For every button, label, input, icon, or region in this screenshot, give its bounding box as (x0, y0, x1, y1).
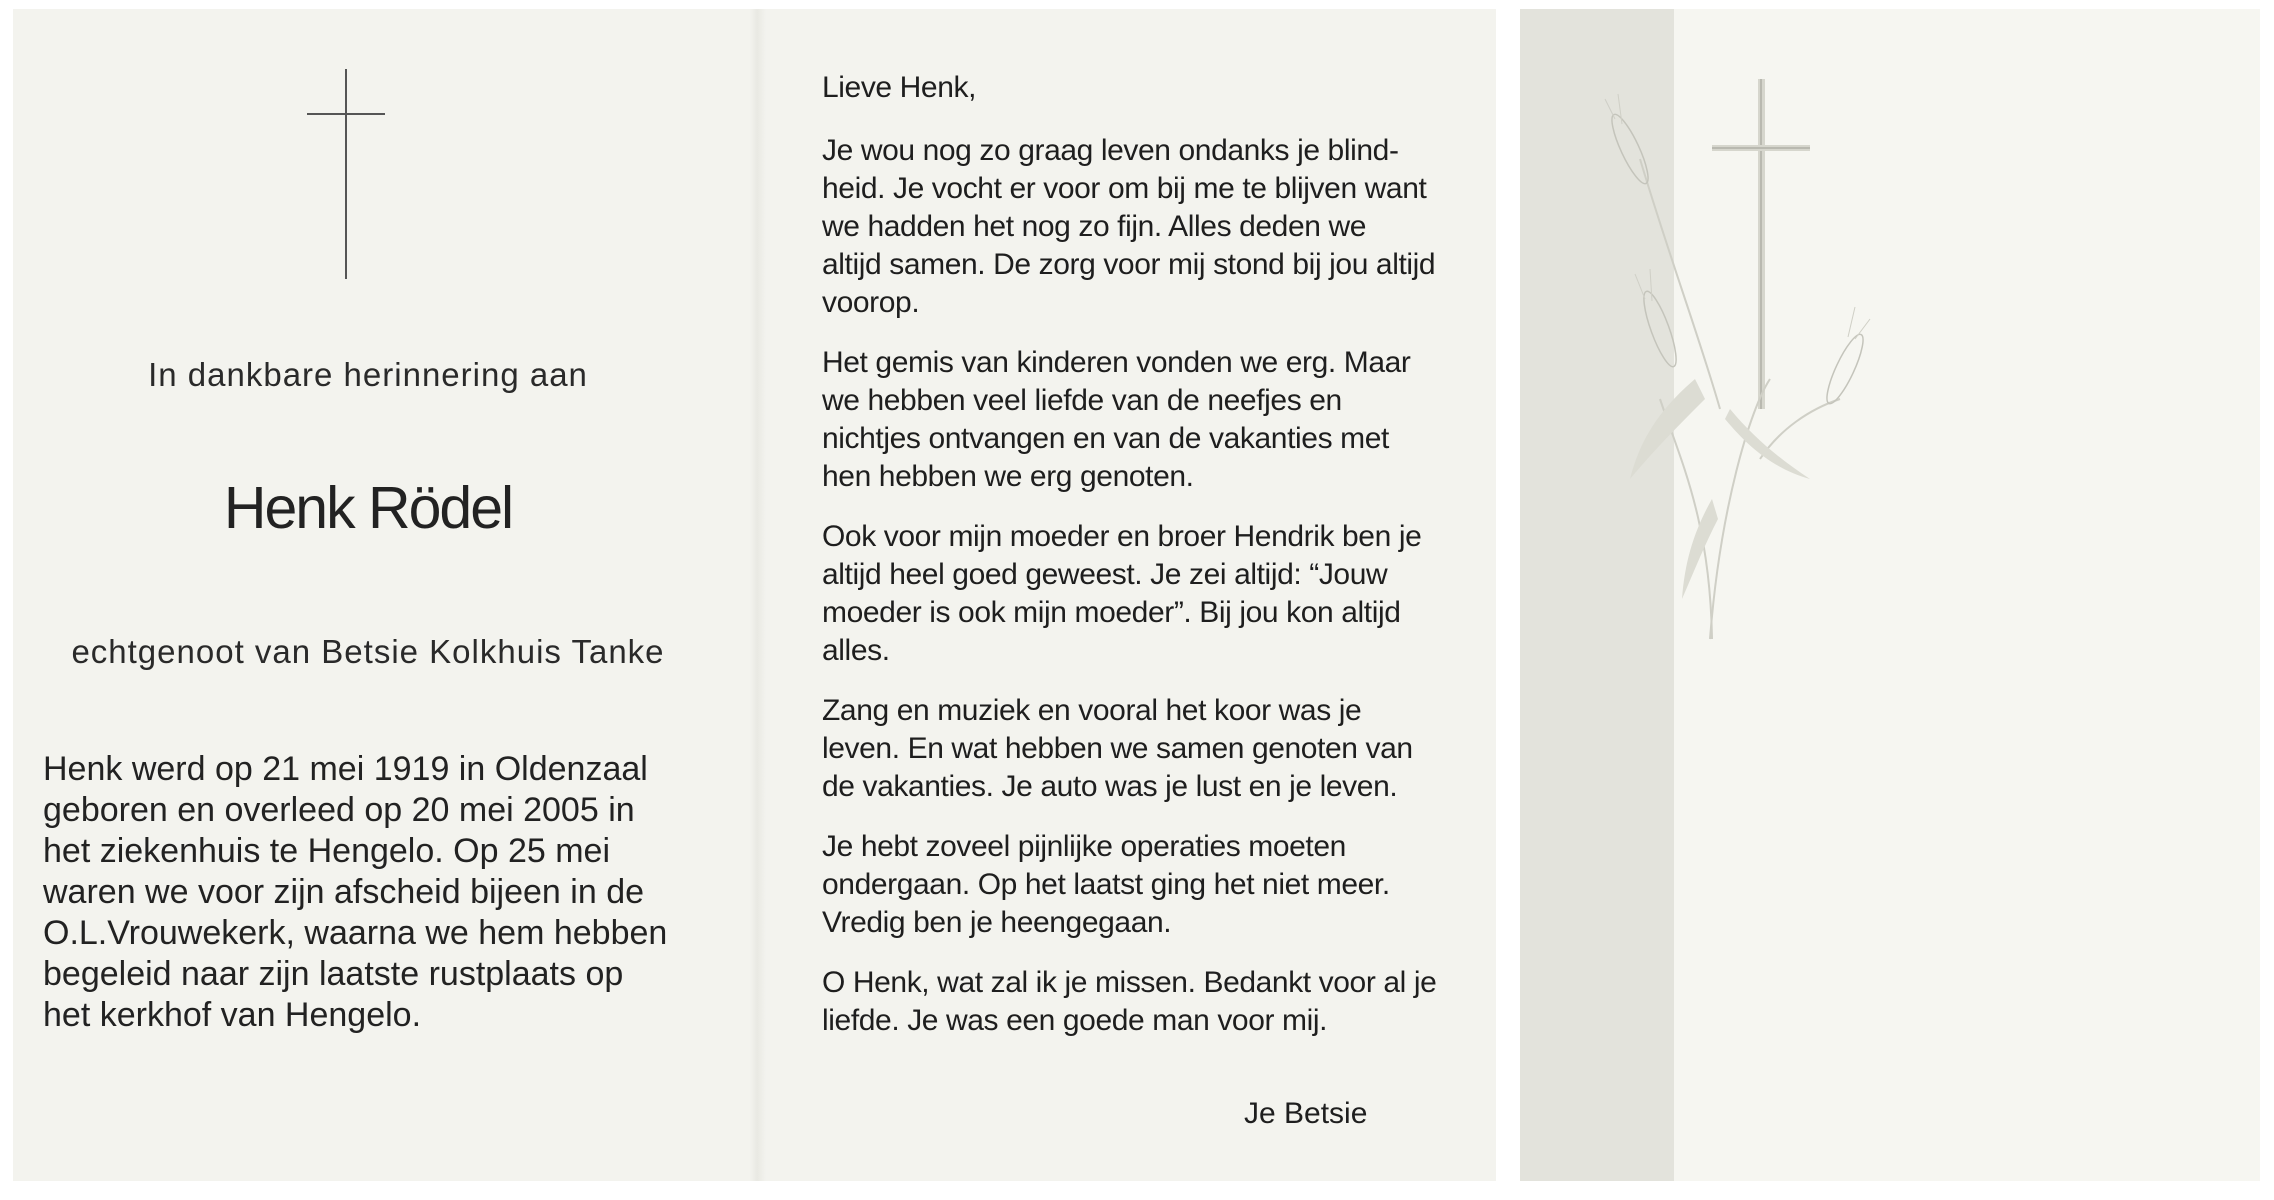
bio-line: geboren en overleed op 20 mei 2005 in (43, 791, 635, 829)
letter-line: nichtjes ontvangen en van de vakanties met (822, 422, 1389, 455)
letter-line: hen hebben we erg genoten. (822, 460, 1194, 493)
letter-line: leven. En wat hebben we samen genoten van (822, 732, 1413, 765)
letter-line: we hadden het nog zo fijn. Alles deden we (822, 210, 1367, 243)
cross-wheat-icon (1600, 79, 1880, 664)
letter-line: Ook voor mijn moeder en broer Hendrik ben je (822, 520, 1422, 553)
spouse-line: echtgenoot van Betsie Kolkhuis Tanke (71, 633, 665, 670)
letter-signature: Je Betsie (1244, 1097, 1368, 1130)
intro-text: In dankbare herinnering aan (148, 356, 588, 393)
biography (43, 749, 675, 1036)
letter-paragraph (822, 344, 1452, 496)
letter-line: Je wou nog zo graag leven ondanks je blind- (822, 134, 1399, 167)
letter-line: altijd heel goed geweest. Je zei altijd: “Jouw (822, 558, 1388, 591)
bio-line: waren we voor zijn afscheid bijeen in de (43, 873, 645, 911)
letter-line: voorop. (822, 286, 920, 319)
memorial-card-cover (1520, 9, 2260, 1181)
letter-line: liefde. Je was een goede man voor mij. (822, 1004, 1328, 1037)
deceased-name: Henk Rödel (223, 475, 513, 541)
letter-line: we hebben veel liefde van de neefjes en (822, 384, 1342, 417)
letter-line: Vredig ben je heengegaan. (822, 906, 1172, 939)
letter-paragraph (822, 692, 1452, 806)
memorial-card-inside (13, 9, 1496, 1181)
letter-paragraph (822, 132, 1452, 322)
bio-line: begeleid naar zijn laatste rustplaats op (43, 955, 624, 993)
letter-line: alles. (822, 634, 890, 667)
letter-line: O Henk, wat zal ik je missen. Bedankt voor al je (822, 966, 1437, 999)
letter-paragraph (822, 828, 1452, 942)
letter-line: Zang en muziek en vooral het koor was je (822, 694, 1362, 727)
bio-line: Henk werd op 21 mei 1919 in Oldenzaal (43, 750, 648, 788)
letter-line: ondergaan. Op het laatst ging het niet meer. (822, 868, 1390, 901)
letter-line: moeder is ook mijn moeder”. Bij jou kon altijd (822, 596, 1401, 629)
letter-line: de vakanties. Je auto was je lust en je leven. (822, 770, 1398, 803)
letter-line: altijd samen. De zorg voor mij stond bij jou altijd (822, 248, 1436, 281)
bio-line: O.L.Vrouwekerk, waarna we hem hebben (43, 914, 668, 952)
letter (822, 69, 1452, 1062)
letter-panel (766, 9, 1496, 1181)
letter-line: heid. Je vocht er voor om bij me te blijven want (822, 172, 1427, 205)
bio-line: het kerkhof van Hengelo. (43, 996, 422, 1034)
letter-greeting: Lieve Henk, (822, 71, 977, 104)
left-panel (13, 9, 750, 1181)
letter-line: Je hebt zoveel pijnlijke operaties moeten (822, 830, 1346, 863)
bio-line: het ziekenhuis te Hengelo. Op 25 mei (43, 832, 611, 870)
card-fold (750, 9, 766, 1181)
letter-line: Het gemis van kinderen vonden we erg. Maar (822, 346, 1411, 379)
letter-paragraph (822, 964, 1452, 1040)
cross-icon (307, 69, 387, 279)
letter-paragraph (822, 518, 1452, 670)
